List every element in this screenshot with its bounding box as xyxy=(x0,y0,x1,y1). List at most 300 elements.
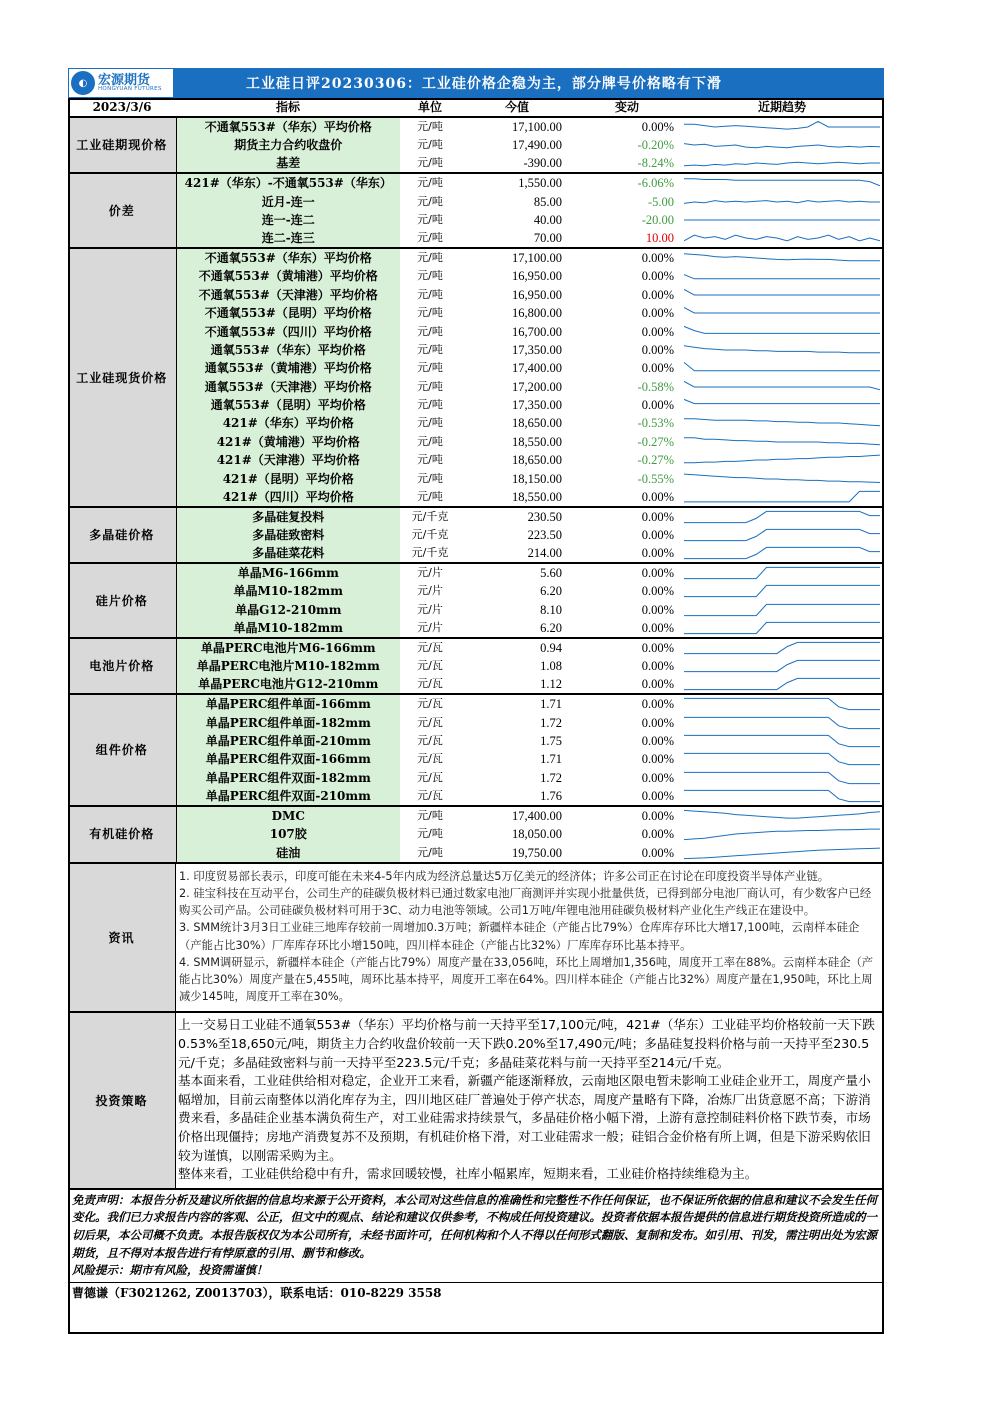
trend-line xyxy=(684,121,880,129)
table-row xyxy=(68,750,884,768)
trend-cell xyxy=(680,414,884,432)
trend-cell xyxy=(680,582,884,600)
unit-cell: 元/吨 xyxy=(417,453,443,467)
category-label: 有机硅价格 xyxy=(68,806,176,862)
change-cell: -0.55% xyxy=(637,471,674,486)
table-row xyxy=(68,378,884,396)
value-cell: 19,750.00 xyxy=(512,845,562,860)
strategy-paragraph: 上一交易日工业硅不通氧553#（华东）平均价格与前一天持平至17,100元/吨，421#（华东）工业硅平均价格较前一天下跌0.53%至18,650元/吨，期货主力合约收盘价较前一天下跌0.20%至17,490元/吨；多晶硅复投料价格与前一天持平至230.5元/千克；多晶硅致密料与前一天持平至223.5元/千克；多晶硅菜花料与前一天持平至214元/千克。 xyxy=(178,1017,875,1070)
indicator-name: DMC xyxy=(176,806,400,825)
trend-line xyxy=(684,754,880,765)
news-label: 资讯 xyxy=(68,864,176,1012)
unit-cell: 元/吨 xyxy=(417,434,443,448)
unit-cell: 元/吨 xyxy=(417,156,443,170)
indicator-name: 单晶M10-182mm xyxy=(176,582,400,600)
trend-line xyxy=(684,717,880,728)
trend-cell xyxy=(680,675,884,694)
unit-cell: 元/吨 xyxy=(417,845,443,859)
trend-line xyxy=(684,399,880,403)
column-header-unit: 单位 xyxy=(400,98,460,117)
trend-cell xyxy=(680,638,884,657)
value-cell: 17,350.00 xyxy=(512,342,562,357)
indicator-name: 连二-连三 xyxy=(176,229,400,248)
value-cell: 16,700.00 xyxy=(512,324,562,339)
trend-sparkline xyxy=(684,807,880,825)
trend-cell xyxy=(680,806,884,825)
trend-line xyxy=(684,235,880,241)
trend-line xyxy=(684,772,880,783)
trend-cell xyxy=(680,322,884,340)
table-row xyxy=(68,694,884,713)
trend-sparkline xyxy=(684,359,880,377)
value-cell: 18,650.00 xyxy=(512,453,562,468)
change-cell: 0.00% xyxy=(641,602,674,617)
change-cell: 0.00% xyxy=(641,528,674,543)
trend-sparkline xyxy=(684,323,880,341)
trend-cell xyxy=(680,657,884,675)
unit-cell: 元/吨 xyxy=(417,471,443,485)
change-cell: 0.00% xyxy=(641,584,674,599)
value-cell: 16,950.00 xyxy=(512,287,562,302)
trend-cell xyxy=(680,173,884,192)
change-cell: 0.00% xyxy=(641,546,674,561)
indicator-name: 单晶PERC电池片M6-166mm xyxy=(176,638,400,657)
trend-sparkline xyxy=(684,433,880,451)
table-row xyxy=(68,526,884,544)
change-cell: 0.00% xyxy=(641,324,674,339)
indicator-name: 通氧553#（昆明）平均价格 xyxy=(176,396,400,414)
table-row xyxy=(68,488,884,507)
unit-cell: 元/吨 xyxy=(400,173,460,192)
trend-sparkline xyxy=(684,488,880,506)
table-row xyxy=(68,507,884,526)
trend-cell xyxy=(680,713,884,731)
unit-cell: 元/瓦 xyxy=(417,752,443,766)
trend-line xyxy=(684,491,880,502)
trend-sparkline xyxy=(684,769,880,787)
category-label: 工业硅期现价格 xyxy=(68,117,176,173)
unit-cell: 元/瓦 xyxy=(417,715,443,729)
value-cell: 8.10 xyxy=(540,602,562,617)
table-row xyxy=(68,825,884,843)
trend-line xyxy=(684,179,880,186)
trend-line xyxy=(684,586,880,597)
indicator-name: 421#（黄埔港）平均价格 xyxy=(176,433,400,451)
trend-cell xyxy=(680,619,884,638)
value-cell: 6.20 xyxy=(540,584,562,599)
strategy-section xyxy=(68,1011,884,1187)
trend-cell xyxy=(680,488,884,507)
trend-line xyxy=(684,622,880,633)
column-header-trend: 近期趋势 xyxy=(680,98,884,117)
unit-cell: 元/瓦 xyxy=(417,659,443,673)
unit-cell: 元/吨 xyxy=(400,806,460,825)
indicator-name: 不通氧553#（昆明）平均价格 xyxy=(176,304,400,322)
trend-line xyxy=(684,829,880,840)
indicator-name: 单晶PERC电池片G12-210mm xyxy=(176,675,400,694)
indicator-name: 多晶硅菜花料 xyxy=(176,544,400,563)
indicator-name: 单晶M10-182mm xyxy=(176,619,400,638)
value-cell: 1.75 xyxy=(540,734,562,748)
change-cell: 0.00% xyxy=(641,770,674,785)
trend-cell xyxy=(680,843,884,861)
trend-line xyxy=(684,254,880,261)
table-row xyxy=(68,433,884,451)
trend-line xyxy=(684,438,880,445)
table-body xyxy=(68,117,884,862)
trend-line xyxy=(684,200,880,203)
value-cell: 0.94 xyxy=(460,638,574,657)
unit-cell: 元/片 xyxy=(417,621,443,635)
indicator-name: 不通氧553#（华东）平均价格 xyxy=(176,248,400,267)
table-row xyxy=(68,267,884,285)
trend-line xyxy=(684,548,880,559)
category-label: 多晶硅价格 xyxy=(68,507,176,563)
unit-cell: 元/瓦 xyxy=(400,694,460,713)
trend-line xyxy=(684,363,880,371)
trend-cell xyxy=(680,396,884,414)
value-cell: 6.20 xyxy=(540,621,562,636)
strategy-paragraph: 基本面来看，工业硅供给相对稳定，企业开工来看，新疆产能逐渐释放，云南地区限电暂未影响工业硅企业开工，周度产量小幅增加，目前云南整体以消化库存为主，四川地区硅厂普遍处于停产状态，周度产量略有下降，冶炼厂出货意愿不高；下游消费来看，多晶硅企业基本满负荷生产，对工业硅需求持续景气，多晶硅价格小幅下滑，上游有意控制硅料价格下跌节奏，市场价格出现僵持；房地产消费复苏不及预期，有机硅价格下滑，对工业硅需求一般；硅铝合金价格有所上调，但是下游采购依旧较为谨慎，以刚需采购为主。 xyxy=(178,1073,871,1163)
trend-sparkline xyxy=(684,470,880,488)
indicator-name: 421#（四川）平均价格 xyxy=(176,488,400,507)
trend-line xyxy=(684,511,880,522)
trend-cell xyxy=(680,469,884,487)
trend-cell xyxy=(680,825,884,843)
news-item: 3. SMM统计3月3日工业硅三地库存较前一周增加0.3万吨；新疆样本硅企（产能占比79%）仓库库存环比大增17,100吨，云南样本硅企（产能占比30%）厂库库存环比小增150吨，四川样本硅企（产能占比32%）厂库库存环比基本持平。 xyxy=(179,921,860,952)
unit-cell: 元/吨 xyxy=(417,827,443,841)
change-cell: 0.00% xyxy=(641,342,674,357)
analyst-contact: 曹德谦（F3021262, Z0013703），联系电话：010-8229 3558 xyxy=(68,1282,884,1303)
change-cell: -0.20% xyxy=(637,138,674,153)
value-cell: 17,400.00 xyxy=(512,361,562,376)
value-cell: 223.50 xyxy=(527,528,562,543)
trend-cell xyxy=(680,378,884,396)
unit-cell: 元/瓦 xyxy=(417,734,443,747)
change-cell: 0.00% xyxy=(574,248,680,267)
unit-cell: 元/片 xyxy=(417,602,443,616)
indicator-name: 不通氧553#（华东）平均价格 xyxy=(176,117,400,136)
table-row xyxy=(68,582,884,600)
change-cell: 0.00% xyxy=(641,677,674,692)
value-cell: 17,200.00 xyxy=(512,379,562,394)
unit-cell: 元/吨 xyxy=(417,231,443,245)
unit-cell: 元/吨 xyxy=(417,342,443,356)
indicator-name: 单晶M6-166mm xyxy=(176,563,400,582)
trend-line xyxy=(684,144,880,148)
logo-emblem-icon: ◐ xyxy=(71,71,95,95)
disclaimer-text: 免责声明：本报告分析及建议所依据的信息均来源于公开资料，本公司对这些信息的准确性和完整性不作任何保证，也不保证所依据的信息和建议不会发生任何变化。我们已力求报告内容的客观、公正，但文中的观点、结论和建议仅供参考，不构成任何投资建议。投资者依据本报告提供的信息进行期货投资所造成的一切后果，本公司概不负责。本报告版权仅为本公司所有，未经书面许可，任何机构和个人不得以任何形式翻版、复制和发布。如引用、刊发，需注明出处为宏源期货，且不得对本报告进行有悖原意的引用、删节和修改。 xyxy=(72,1192,877,1260)
indicator-name: 近月-连一 xyxy=(176,192,400,210)
trend-sparkline xyxy=(684,526,880,544)
category-label: 硅片价格 xyxy=(68,563,176,638)
unit-cell: 元/吨 xyxy=(417,138,443,152)
change-cell: -5.00 xyxy=(647,194,674,209)
trend-sparkline xyxy=(684,714,880,732)
category-label: 工业硅现货价格 xyxy=(68,248,176,507)
table-row xyxy=(68,713,884,731)
indicator-name: 多晶硅致密料 xyxy=(176,526,400,544)
table-row xyxy=(68,211,884,229)
trend-cell xyxy=(680,433,884,451)
table-row xyxy=(68,451,884,469)
trend-cell xyxy=(680,248,884,267)
value-cell: 1.72 xyxy=(540,715,562,730)
trend-line xyxy=(684,679,880,690)
change-cell: 0.00% xyxy=(641,659,674,674)
value-cell: -390.00 xyxy=(523,156,562,171)
trend-cell xyxy=(680,694,884,713)
trend-line xyxy=(684,568,880,579)
value-cell: 18,050.00 xyxy=(512,827,562,842)
trend-cell xyxy=(680,563,884,582)
change-cell: 0.00% xyxy=(574,806,680,825)
trend-cell xyxy=(680,451,884,469)
change-cell: 0.00% xyxy=(641,269,674,284)
table-row xyxy=(68,806,884,825)
value-cell: 18,150.00 xyxy=(512,471,562,486)
indicator-name: 多晶硅复投料 xyxy=(176,507,400,526)
indicator-name: 通氧553#（天津港）平均价格 xyxy=(176,378,400,396)
trend-line xyxy=(684,529,880,540)
table-row xyxy=(68,787,884,806)
value-cell: 1,550.00 xyxy=(460,173,574,192)
trend-line xyxy=(684,735,880,746)
report-header xyxy=(68,68,884,98)
change-cell: 0.00% xyxy=(641,621,674,636)
unit-cell: 元/吨 xyxy=(417,416,443,430)
trend-line xyxy=(684,474,880,482)
indicator-name: 期货主力合约收盘价 xyxy=(176,136,400,154)
indicator-name: 单晶PERC电池片M10-182mm xyxy=(176,657,400,675)
trend-sparkline xyxy=(684,601,880,619)
indicator-name: 通氧553#（华东）平均价格 xyxy=(176,341,400,359)
change-cell: 0.00% xyxy=(574,638,680,657)
value-cell: 1.08 xyxy=(540,659,562,674)
value-cell: 214.00 xyxy=(527,546,562,561)
change-cell: -0.27% xyxy=(637,453,674,468)
indicator-name: 硅油 xyxy=(176,843,400,861)
table-row xyxy=(68,136,884,154)
trend-sparkline xyxy=(684,544,880,562)
unit-cell: 元/瓦 xyxy=(417,770,443,784)
trend-line xyxy=(684,346,880,353)
table-row xyxy=(68,322,884,340)
value-cell: 1.72 xyxy=(540,770,562,785)
trend-cell xyxy=(680,192,884,210)
trend-line xyxy=(684,790,880,801)
trend-line xyxy=(684,381,880,389)
table-row xyxy=(68,359,884,377)
unit-cell: 元/瓦 xyxy=(400,638,460,657)
table-row xyxy=(68,248,884,267)
trend-sparkline xyxy=(684,174,880,192)
price-table xyxy=(68,98,884,862)
indicator-name: 通氧553#（黄埔港）平均价格 xyxy=(176,359,400,377)
trend-cell xyxy=(680,507,884,526)
trend-cell xyxy=(680,359,884,377)
trend-cell xyxy=(680,750,884,768)
trend-sparkline xyxy=(684,267,880,285)
value-cell: 17,100.00 xyxy=(460,117,574,136)
value-cell: 18,550.00 xyxy=(512,434,562,449)
trend-sparkline xyxy=(684,229,880,247)
trend-sparkline xyxy=(684,564,880,582)
change-cell: -8.24% xyxy=(637,156,674,171)
column-header-value: 今值 xyxy=(460,98,574,117)
change-cell: 0.00% xyxy=(641,398,674,413)
value-cell: 17,350.00 xyxy=(512,398,562,413)
indicator-name: 不通氧553#（黄埔港）平均价格 xyxy=(176,267,400,285)
change-cell: 0.00% xyxy=(641,489,674,504)
trend-sparkline xyxy=(684,193,880,211)
strategy-body xyxy=(176,1013,884,1187)
unit-cell: 元/吨 xyxy=(417,269,443,283)
trend-cell xyxy=(680,286,884,304)
indicator-name: 不通氧553#（四川）平均价格 xyxy=(176,322,400,340)
logo-chinese-name: 宏源期货 xyxy=(98,72,151,88)
indicator-name: 单晶PERC组件单面-166mm xyxy=(176,694,400,713)
change-cell: 0.00% xyxy=(574,117,680,136)
table-row xyxy=(68,396,884,414)
trend-cell xyxy=(680,732,884,750)
change-cell: 0.00% xyxy=(574,507,680,526)
value-cell: 70.00 xyxy=(533,231,562,246)
table-row xyxy=(68,601,884,619)
trend-sparkline xyxy=(684,732,880,750)
trend-cell xyxy=(680,769,884,787)
change-cell: -6.06% xyxy=(574,173,680,192)
trend-line xyxy=(684,604,880,615)
indicator-name: 421#（华东）平均价格 xyxy=(176,414,400,432)
unit-cell: 元/片 xyxy=(417,584,443,598)
trend-sparkline xyxy=(684,118,880,136)
trend-sparkline xyxy=(684,136,880,154)
trend-line xyxy=(684,275,880,279)
value-cell: 40.00 xyxy=(533,212,562,227)
trend-sparkline xyxy=(684,639,880,657)
strategy-paragraph: 整体来看，工业硅供给稳中有升，需求回暖较慢，社库小幅累库，短期来看，工业硅价格持续维稳为主。 xyxy=(178,1166,758,1182)
trend-sparkline xyxy=(684,657,880,675)
change-cell: -0.27% xyxy=(637,434,674,449)
trend-line xyxy=(684,455,880,463)
table-row xyxy=(68,544,884,563)
unit-cell: 元/吨 xyxy=(417,306,443,320)
trend-cell xyxy=(680,304,884,322)
unit-cell: 元/吨 xyxy=(417,194,443,208)
trend-sparkline xyxy=(684,451,880,469)
trend-sparkline xyxy=(684,249,880,267)
trend-sparkline xyxy=(684,304,880,322)
change-cell: -0.53% xyxy=(637,416,674,431)
change-cell: 0.00% xyxy=(641,734,674,748)
risk-warning: 风险提示：期市有风险，投资需谨慎！ xyxy=(72,1263,268,1278)
unit-cell: 元/片 xyxy=(400,563,460,582)
value-cell: 18,550.00 xyxy=(512,489,562,504)
table-row xyxy=(68,638,884,657)
category-label: 价差 xyxy=(68,173,176,248)
unit-cell: 元/千克 xyxy=(400,507,460,526)
news-section xyxy=(68,862,884,1012)
value-cell: 16,950.00 xyxy=(512,269,562,284)
trend-sparkline xyxy=(684,396,880,414)
trend-line xyxy=(684,308,880,314)
trend-line xyxy=(684,642,880,653)
company-logo xyxy=(68,68,174,98)
news-body xyxy=(176,864,884,1012)
value-cell: 1.12 xyxy=(540,677,562,692)
change-cell: 0.00% xyxy=(641,361,674,376)
table-row xyxy=(68,341,884,359)
trend-cell xyxy=(680,136,884,154)
table-row xyxy=(68,732,884,750)
table-row xyxy=(68,414,884,432)
table-row xyxy=(68,619,884,638)
change-cell: -20.00 xyxy=(641,212,674,227)
table-row xyxy=(68,769,884,787)
trend-line xyxy=(684,810,880,818)
value-cell: 85.00 xyxy=(533,194,562,209)
category-label: 组件价格 xyxy=(68,694,176,806)
trend-sparkline xyxy=(684,695,880,713)
table-row xyxy=(68,675,884,694)
indicator-name: 107胶 xyxy=(176,825,400,843)
change-cell: 0.00% xyxy=(574,694,680,713)
unit-cell: 元/吨 xyxy=(400,248,460,267)
column-header-change: 变动 xyxy=(574,98,680,117)
trend-sparkline xyxy=(684,508,880,526)
value-cell: 1.71 xyxy=(460,694,574,713)
value-cell: 1.76 xyxy=(540,788,562,803)
trend-cell xyxy=(680,229,884,248)
table-row xyxy=(68,657,884,675)
unit-cell: 元/吨 xyxy=(417,287,443,301)
change-cell: 10.00 xyxy=(645,231,674,246)
table-row xyxy=(68,304,884,322)
indicator-name: 单晶PERC组件单面-182mm xyxy=(176,713,400,731)
change-cell: 0.00% xyxy=(641,306,674,321)
trend-line xyxy=(684,326,880,333)
trend-line xyxy=(684,163,880,167)
trend-line xyxy=(684,848,880,859)
report-sheet xyxy=(68,68,884,1303)
change-cell: -0.58% xyxy=(637,379,674,394)
trend-cell xyxy=(680,601,884,619)
trend-sparkline xyxy=(684,211,880,229)
trend-sparkline xyxy=(684,341,880,359)
change-cell: 0.00% xyxy=(641,715,674,730)
value-cell: 16,800.00 xyxy=(512,306,562,321)
report-title: 工业硅日评20230306：工业硅价格企稳为主，部分牌号价格略有下滑 xyxy=(246,76,722,92)
change-cell: 0.00% xyxy=(641,845,674,860)
indicator-name: 单晶PERC组件单面-210mm xyxy=(176,732,400,750)
indicator-name: 单晶PERC组件双面-210mm xyxy=(176,787,400,806)
trend-line xyxy=(684,419,880,426)
change-cell: 0.00% xyxy=(574,563,680,582)
trend-sparkline xyxy=(684,675,880,693)
news-item: 4. SMM调研显示，新疆样本硅企（产能占比79%）周度产量在33,056吨，环比上周增加1,356吨，周度开工率在88%。云南样本硅企（产能占比30%）周度产量在5,455吨，周环比基本持平，周度开工率在64%。四川样本硅企（产能占比32%）周度产量在1,950吨，环比上周减少145吨，周度开工率在30%。 xyxy=(179,955,874,1004)
value-cell: 5.60 xyxy=(460,563,574,582)
news-item: 1. 印度贸易部长表示，印度可能在未来4-5年内成为经济总量达5万亿美元的经济体；许多公司正在讨论在印度投资半导体产业链。 xyxy=(179,869,830,883)
table-row xyxy=(68,154,884,173)
unit-cell: 元/吨 xyxy=(417,212,443,226)
report-date: 2023/3/6 xyxy=(68,98,176,117)
table-row xyxy=(68,469,884,487)
indicator-name: 421#（华东）-不通氧553#（华东） xyxy=(176,173,400,192)
change-cell: 0.00% xyxy=(641,827,674,842)
trend-sparkline xyxy=(684,154,880,172)
value-cell: 17,490.00 xyxy=(512,138,562,153)
